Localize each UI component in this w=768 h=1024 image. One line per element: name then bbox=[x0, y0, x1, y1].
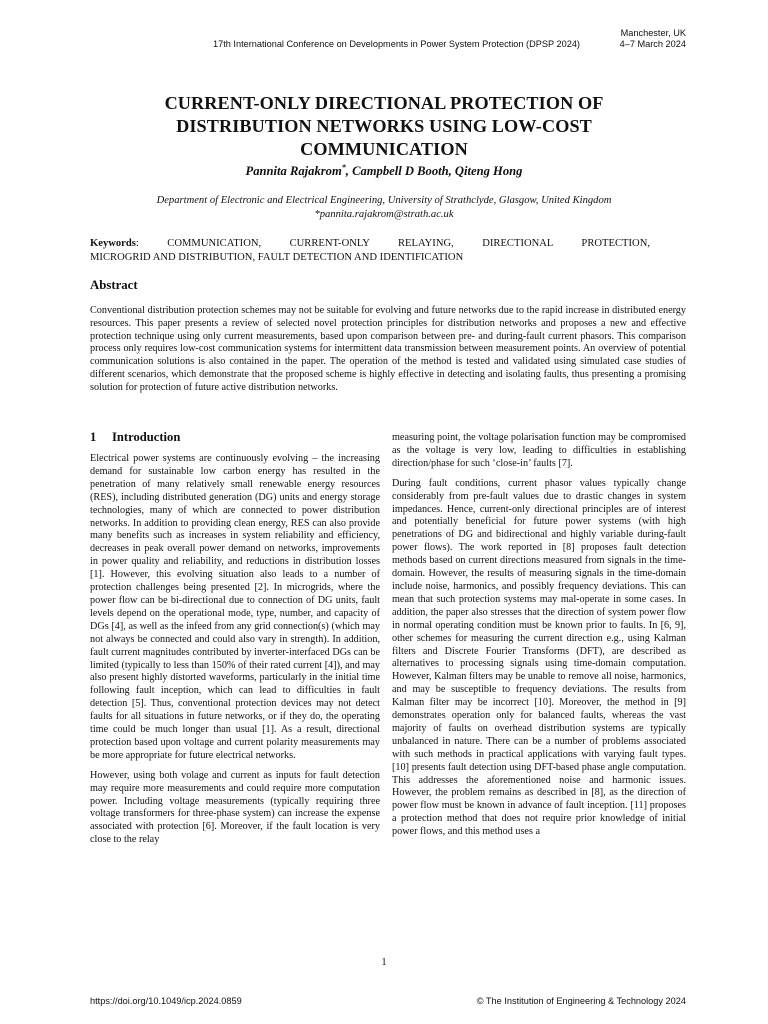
abstract-heading: Abstract bbox=[90, 278, 138, 292]
author-first: Pannita Rajakrom bbox=[245, 164, 342, 179]
author-rest: , Campbell D Booth, Qiteng Hong bbox=[345, 164, 523, 179]
left-column bbox=[90, 453, 380, 854]
conference-city: Manchester, UK bbox=[620, 28, 686, 38]
keywords-text: : COMMUNICATION, CURRENT-ONLY RELAYING, DIRECTIONAL PROTECTION, bbox=[135, 238, 650, 249]
paragraph: Electrical power systems are continuously evolving – the increasing demand for sustainable low carbon energy has resulted in the penetration of many relatively small renewable energy resources (RES), including distributed generation (DG) units and energy storage technologies, many of which are connected to power distribution networks. In addition to providing clean energy, RES can also provide many benefits such as increases in system reliability and efficiency, decreases in peak overall power demand on networks, improvements in power quality and reliability, and reductions in distribution losses [1]. However, this evolving situation also leads to a number of protection challenges being presented [2]. In microgrids, where the power flow can be bi-directional due to connection of DG units, fault levels depend on the operational mode, type, number, and capacity of DGs [4], as well as the infeed from any grid connection(s) (which may not always be connected and could also vary in strength). In addition, fault current magnitudes contributed by inverter-interfaced DGs can be limited (typically to less than 150% of their rated current [4]), and may also present highly distorted waveforms, particularly in the initial time following fault inception, which can lead to difficulties in fault detection [5]. Thus, conventional protection devices may not detect faults for all situations in future networks, or if they do, the operating time could be much longer than usual [1]. As a result, directional protection based upon voltage and current polarity measurements may be more appropriate for future electrical networks. bbox=[90, 453, 380, 761]
paper-title-line: COMMUNICATION bbox=[300, 139, 468, 159]
section-heading-introduction bbox=[90, 430, 180, 445]
paragraph: During fault conditions, current phasor values typically change considerably from pre-fault values due to drastic changes in system impedances. Hence, current-only directional principles are of interest and potentially beneficial for future power systems (with high penetrations of DG and bidirectional and highly variable during-fault power flows). The work reported in [8] proposes fault detection methods based on current directions measured from signals in the time-domain. However, the results of measuring signals in the time-domain include noise, harmonics, and possibly frequency deviations. This can mean that such protection systems may mal-operate in some cases. In addition, the paper also stresses that the direction of system power flow in normal operating condition must be known prior to faults. In [6, 9], other schemes for measuring the current direction e.g., using Kalman filters and Discrete Fourier Transforms (DFT), are described as alternatives to processing signals using time-domain computation. However, Kalman filters may be unable to remove all noise, harmonics, and may be susceptible to frequency deviations. The results from Kalman filter may be incorrect [10]. Moreover, the method in [9] demonstrates operation only for balanced faults, whereas the vast majority of faults on overhead distribution systems are typically unbalanced in nature. There can be a number of problems associated with such methods in practical applications with varying fault types. [10] presents fault detection using DFT-based phase angle computation. This addresses the aforementioned noise and harmonic issues. However, the problem remains as described in [8], as the direction of power flow must be known in advance of fault inception. [11] proposes a protection method that does not require prior knowledge of initial power flows, and this method uses a bbox=[392, 477, 686, 838]
affiliation-department: Department of Electronic and Electrical Engineering, University of Strathclyde, Glasgow, United Kingdom bbox=[156, 195, 612, 206]
paper-title-line: CURRENT-ONLY DIRECTIONAL PROTECTION OF bbox=[164, 93, 604, 113]
doi-link[interactable]: https://doi.org/10.1049/icp.2024.0859 bbox=[90, 996, 242, 1006]
keywords-line bbox=[90, 237, 650, 251]
affiliation bbox=[60, 194, 708, 222]
page-number: 1 bbox=[381, 957, 387, 968]
paragraph: measuring point, the voltage polarisation function may be compromised as the voltage is very low, leading to difficulties in establishing direction/phase for such ‘close-in’ faults [7]. bbox=[392, 432, 686, 469]
paragraph: However, using both volage and current as inputs for fault detection may require more measurements and could require more computation power. Including voltage measurements (typically requiring three voltage transformers for three-phase system) can increase the expense associated with protection [6]. Moreover, if the fault location is very close to the relay bbox=[90, 769, 380, 846]
section-number: 1 bbox=[90, 430, 97, 444]
keywords-block bbox=[90, 237, 650, 265]
right-column bbox=[392, 432, 686, 846]
section-title: Introduction bbox=[112, 430, 181, 444]
abstract-text: Conventional distribution protection schemes may not be suitable for evolving and future networks due to the rapid increase in distributed energy resources. This paper presents a review of selected novel protection principles for distribution networks and proposes a new and effective protection technique using only current measurements, based upon comparison between pre- and during-fault current phasors. This comparison process only requires low-cost communication systems for intermittent data transmission between measurement points. An overview of potential communication solutions is also contained in the paper. The operation of the method is tested and validated using simulated case studies of different scenarios, which demonstrate that the proposed scheme is highly effective in detecting and isolating faults, thus presenting a promising solution for protection of future active distribution networks. bbox=[90, 305, 686, 393]
conference-dates: 4–7 March 2024 bbox=[619, 39, 686, 49]
conference-name: 17th International Conference on Developments in Power System Protection (DPSP 2024) bbox=[212, 39, 580, 49]
conference-location bbox=[600, 28, 686, 50]
paper-title bbox=[60, 92, 708, 161]
keywords-label: Keywords bbox=[90, 238, 136, 249]
copyright-notice: © The Institution of Engineering & Technology 2024 bbox=[476, 996, 686, 1006]
keywords-line: MICROGRID AND DISTRIBUTION, FAULT DETECTION AND IDENTIFICATION bbox=[90, 252, 464, 263]
corresponding-mark: * bbox=[341, 163, 346, 172]
affiliation-email: *pannita.rajakrom@strath.ac.uk bbox=[314, 209, 454, 220]
author-list bbox=[60, 163, 708, 179]
paper-title-line: DISTRIBUTION NETWORKS USING LOW-COST bbox=[176, 116, 592, 136]
